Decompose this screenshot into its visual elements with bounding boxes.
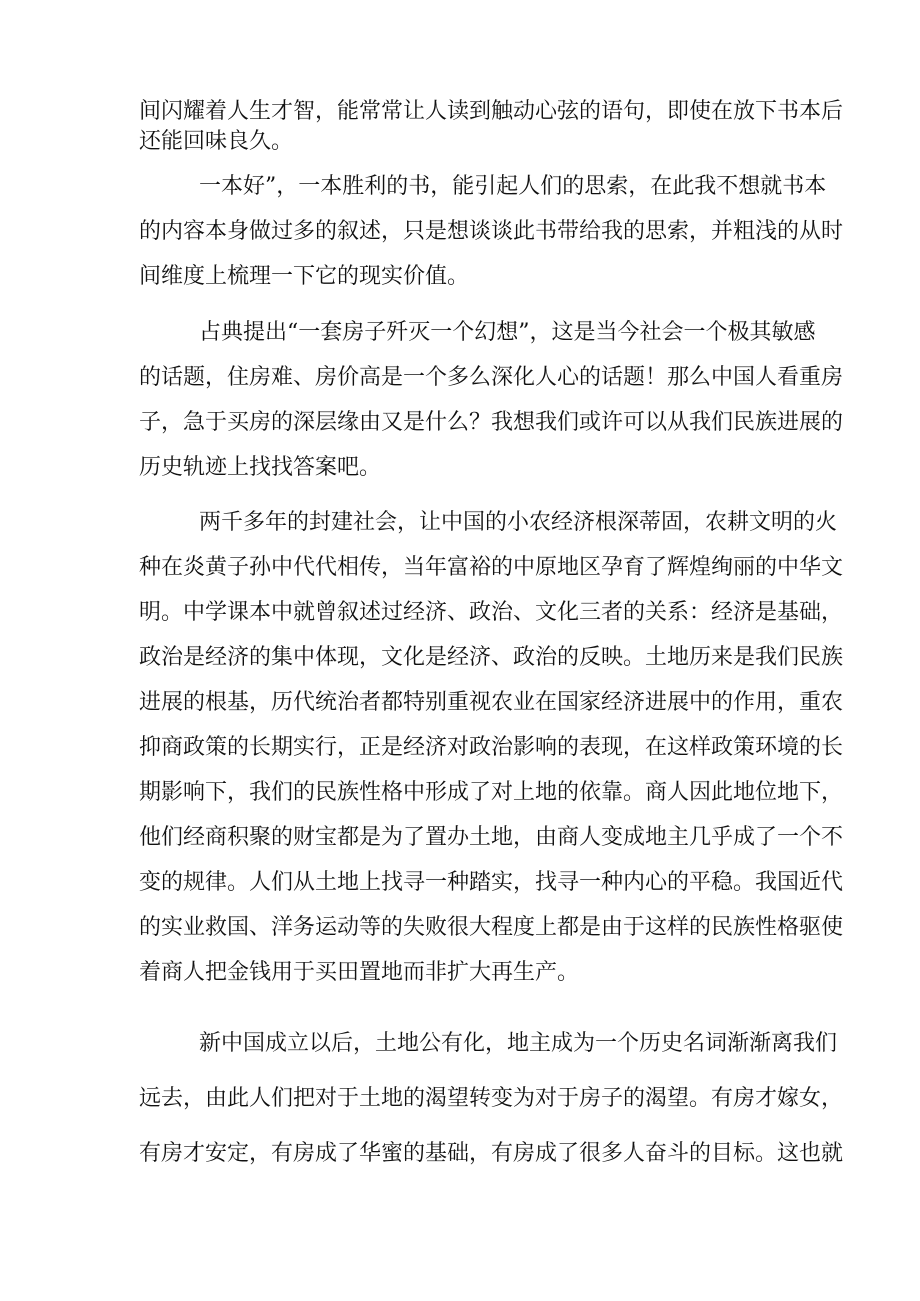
text-line: 期影响下，我们的民族性格中形成了对上地的依靠。商人因此地位地下，	[139, 780, 844, 805]
text-line: 的实业救国、洋务运动等的失败很大程度上都是由于这样的民族性格驱使	[139, 915, 844, 940]
text-line: 变的规律。人们从土地上找寻一种踏实，找寻一种内心的平稳。我国近代	[139, 870, 844, 895]
text-line: 明。中学课本中就曾叙述过经济、政治、文化三者的关系：经济是基础，	[139, 600, 844, 625]
text-line: 占典提出“一套房子歼灭一个幻想”，这是当今社会一个极其敏感	[199, 320, 816, 345]
text-line: 间维度上梳理一下它的现实价值。	[139, 264, 470, 289]
text-line: 的话题，住房难、房价高是一个多么深化人心的话题！那么中国人看重房	[139, 365, 844, 390]
text-line: 间闪耀着人生才智，能常常让人读到触动心弦的语句，即使在放下书本后	[139, 99, 844, 124]
text-line: 还能回味良久。	[139, 129, 294, 154]
text-line: 抑商政策的长期实行，正是经济对政治影响的表现，在这样政策环境的长	[139, 735, 844, 760]
text-line: 他们经商积聚的财宝都是为了置办土地，由商人变成地主几乎成了一个不	[139, 825, 844, 850]
text-line: 两千多年的封建社会，让中国的小农经济根深蒂固，农耕文明的火	[199, 510, 838, 535]
text-line: 新中国成立以后，土地公有化，地主成为一个历史名词渐渐离我们	[199, 1031, 838, 1056]
text-line: 种在炎黄子孙中代代相传，当年富裕的中原地区孕育了辉煌绚丽的中华文	[139, 555, 844, 580]
text-line: 一本好”，一本胜利的书，能引起人们的思索，在此我不想就书本	[199, 174, 827, 199]
text-line: 子，急于买房的深层缘由又是什么？我想我们或许可以从我们民族进展的	[139, 410, 844, 435]
text-line: 的内容本身做过多的叙述，只是想谈谈此书带给我的思索，并粗浅的从时	[139, 219, 844, 244]
text-line: 历史轨迹上找找答案吧。	[139, 455, 382, 480]
text-line: 远去，由此人们把对于土地的渴望转变为对于房子的渴望。有房才嫁女，	[139, 1086, 844, 1111]
text-line: 进展的根基，历代统治者都特别重视农业在国家经济进展中的作用，重农	[139, 690, 844, 715]
text-line: 着商人把金钱用于买田置地而非扩大再生产。	[139, 960, 580, 985]
text-line: 有房才安定，有房成了华蜜的基础，有房成了很多人奋斗的目标。这也就	[139, 1141, 844, 1166]
text-line: 政治是经济的集中体现，文化是经济、政治的反映。土地历来是我们民族	[139, 645, 844, 670]
